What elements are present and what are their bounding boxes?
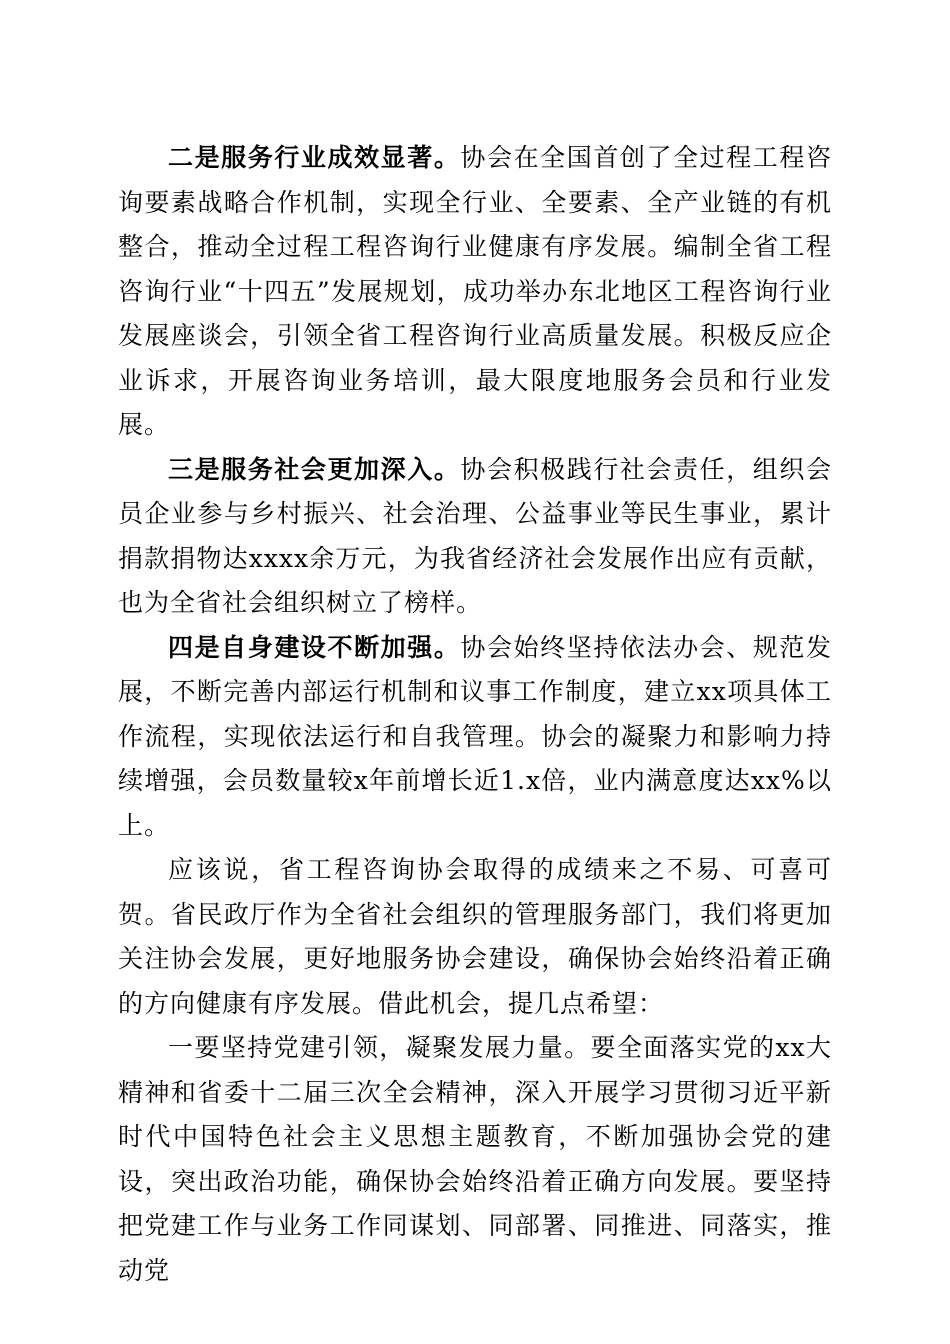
paragraph-text: 协会始终坚持依法办会、规范发展，不断完善内部运行机制和议事工作制度，建立xx项具体工作流程，实现依法运行和自我管理。协会的凝聚力和影响力持续增强，会员数量较x年前增长近1.x倍，业内满意度达xx%以上。 [118,632,832,840]
paragraph-service-society [118,448,832,626]
paragraph-lead: 三是服务社会更加深入。 [168,454,461,484]
document-body [118,136,832,1293]
paragraph-summary [118,848,832,1026]
paragraph-lead: 二是服务行业成效显著。 [168,143,461,172]
paragraph-text: 一要坚持党建引领，凝聚发展力量。要全面落实党的xx大精神和省委十二届三次全会精神，深入开展学习贯彻习近平新时代中国特色社会主义思想主题教育，不断加强协会党的建设，突出政治功能，确保协会始终沿着正确方向发展。要坚持把党建工作与业务工作同谋划、同部署、同推进、同落实，推动党 [118,1033,832,1285]
paragraph-lead: 四是自身建设不断加强。 [168,632,461,662]
paragraph-text: 应该说，省工程咨询协会取得的成绩来之不易、可喜可贺。省民政厅作为全省社会组织的管理服务部门，我们将更加关注协会发展，更好地服务协会建设，确保协会始终沿着正确的方向健康有序发展。借此机会，提几点希望： [118,855,832,1018]
paragraph-text: 协会在全国首创了全过程工程咨询要素战略合作机制，实现全行业、全要素、全产业链的有机整合，推动全过程工程咨询行业健康有序发展。编制全省工程咨询行业“十四五”发展规划，成功举办东北地区工程咨询行业发展座谈会，引领全省工程咨询行业高质量发展。积极反应企业诉求，开展咨询业务培训，最大限度地服务会员和行业发展。 [118,143,832,439]
paragraph-party-building [118,1026,832,1293]
paragraph-text: 协会积极践行社会责任，组织会员企业参与乡村振兴、社会治理、公益事业等民生事业，累计捐款捐物达xxxx余万元，为我省经济社会发展作出应有贡献，也为全省社会组织树立了榜样。 [118,454,832,617]
paragraph-self-building [118,626,832,849]
paragraph-service-industry [118,136,832,448]
